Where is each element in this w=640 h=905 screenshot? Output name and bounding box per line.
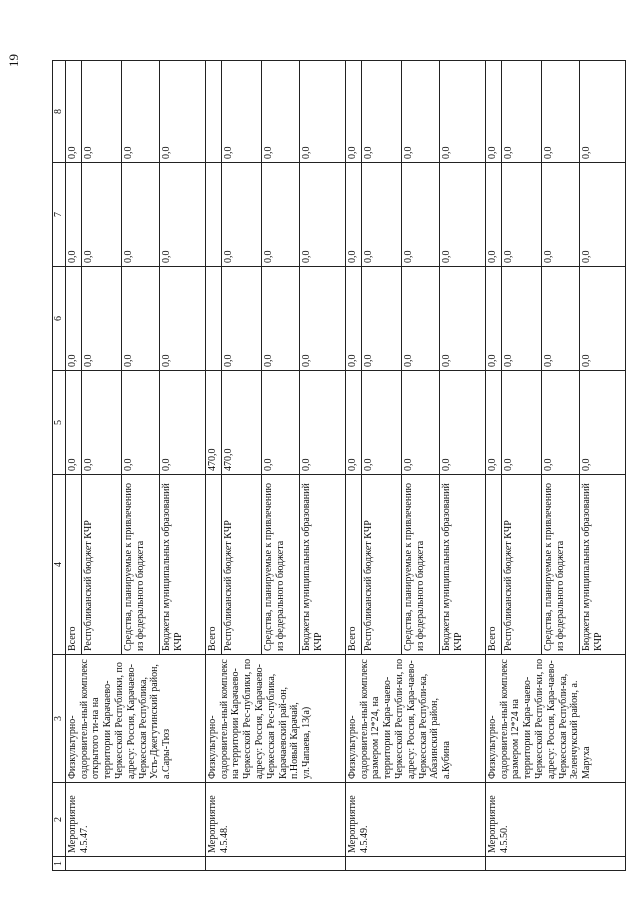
- funding-source: Всего: [485, 475, 501, 655]
- value-cell: 0,0: [159, 61, 205, 163]
- value-cell: 0,0: [361, 371, 401, 475]
- value-cell: 0,0: [401, 61, 439, 163]
- funding-source: Бюджеты муниципальных образований КЧР: [159, 475, 205, 655]
- funding-source: Республиканский бюджет КЧР: [501, 475, 541, 655]
- value-cell: 0,0: [65, 371, 81, 475]
- budget-table: [52, 60, 626, 871]
- value-cell: 0,0: [121, 267, 159, 371]
- funding-source: Республиканский бюджет КЧР: [81, 475, 121, 655]
- header-cell: 6: [53, 267, 66, 371]
- value-cell: 0,0: [439, 61, 485, 163]
- value-cell: 0,0: [485, 267, 501, 371]
- event-name: Мероприятие 4.5.48.: [205, 783, 345, 857]
- event-description: Физкультурно-оздоровитель-ный комплекс размером 12*24, на территории Кара-чаево-Черкесской Республи-ки, по адресу: Россия, Кара-чаево-Черкесская Республи-ка, Абазинский район, а.Кубина: [345, 655, 485, 783]
- value-cell: 0,0: [299, 163, 345, 267]
- value-cell: 0,0: [485, 61, 501, 163]
- funding-source: Средства, планируемые к привлечению из федерального бюджета: [401, 475, 439, 655]
- value-cell: 0,0: [261, 371, 299, 475]
- value-cell: 0,0: [159, 371, 205, 475]
- index-cell: [345, 857, 485, 871]
- funding-source: Средства, планируемые к привлечению из федерального бюджета: [541, 475, 579, 655]
- value-cell: 0,0: [401, 163, 439, 267]
- value-cell: 0,0: [81, 267, 121, 371]
- funding-source: Средства, планируемые к привлечению из федерального бюджета: [261, 475, 299, 655]
- value-cell: 0,0: [501, 61, 541, 163]
- value-cell: 0,0: [439, 267, 485, 371]
- value-cell: 0,0: [501, 371, 541, 475]
- funding-source: Всего: [65, 475, 81, 655]
- value-cell: 0,0: [345, 371, 361, 475]
- value-cell: 0,0: [361, 163, 401, 267]
- value-cell: 0,0: [81, 163, 121, 267]
- index-cell: [205, 857, 345, 871]
- funding-source: Бюджеты муниципальных образований КЧР: [579, 475, 625, 655]
- index-cell: [65, 857, 205, 871]
- value-cell: 0,0: [541, 267, 579, 371]
- event-description: Физкультурно-оздоровитель-ный комплекс на территории Карачаево-Черкесской Рес-публики, по адресу: Россия, Карачаево-Черкесская Рес-публика, Карачаевский рай-он, п.Новый Карачай, ул.Чапаева, 13(а): [205, 655, 345, 783]
- value-cell: 0,0: [261, 163, 299, 267]
- value-cell: 0,0: [261, 61, 299, 163]
- value-cell: 0,0: [81, 61, 121, 163]
- table-row: [485, 61, 501, 871]
- event-name: Мероприятие 4.5.47.: [65, 783, 205, 857]
- event-name: Мероприятие 4.5.50.: [485, 783, 625, 857]
- value-cell: 0,0: [121, 163, 159, 267]
- value-cell: 0,0: [65, 61, 81, 163]
- funding-source: Республиканский бюджет КЧР: [361, 475, 401, 655]
- value-cell: 0,0: [541, 163, 579, 267]
- header-row: [53, 61, 66, 871]
- value-cell: [205, 267, 221, 371]
- header-cell: 1: [53, 857, 66, 871]
- event-description: Физкультурно-оздоровитель-ный комплекс открытого ти-на на территории Карачаево-Черкесской Республики, по адресу: Россия, Карачаево-Черкесская Республика, Усть-Джегутинский район, а.Сары-Тюз: [65, 655, 205, 783]
- header-cell: 3: [53, 655, 66, 783]
- value-cell: 470,0: [205, 371, 221, 475]
- value-cell: 0,0: [121, 371, 159, 475]
- value-cell: 0,0: [541, 371, 579, 475]
- value-cell: 470,0: [221, 371, 261, 475]
- header-cell: 8: [53, 61, 66, 163]
- header-cell: 2: [53, 783, 66, 857]
- funding-source: Всего: [345, 475, 361, 655]
- value-cell: 0,0: [345, 61, 361, 163]
- value-cell: 0,0: [541, 61, 579, 163]
- funding-source: Бюджеты муниципальных образований КЧР: [439, 475, 485, 655]
- value-cell: [205, 163, 221, 267]
- value-cell: 0,0: [65, 267, 81, 371]
- funding-source: Бюджеты муниципальных образований КЧР: [299, 475, 345, 655]
- value-cell: 0,0: [439, 163, 485, 267]
- value-cell: 0,0: [579, 61, 625, 163]
- event-name: Мероприятие 4.5.49.: [345, 783, 485, 857]
- value-cell: 0,0: [299, 267, 345, 371]
- value-cell: 0,0: [579, 267, 625, 371]
- index-cell: [485, 857, 625, 871]
- value-cell: 0,0: [81, 371, 121, 475]
- value-cell: 0,0: [485, 371, 501, 475]
- value-cell: 0,0: [299, 371, 345, 475]
- header-cell: 5: [53, 371, 66, 475]
- funding-source: Средства, планируемые к привлечению из федерального бюджета: [121, 475, 159, 655]
- page-number: 19: [6, 54, 21, 67]
- value-cell: 0,0: [159, 163, 205, 267]
- value-cell: 0,0: [345, 267, 361, 371]
- value-cell: 0,0: [221, 163, 261, 267]
- value-cell: 0,0: [501, 163, 541, 267]
- value-cell: 0,0: [401, 371, 439, 475]
- value-cell: 0,0: [501, 267, 541, 371]
- table-row: [345, 61, 361, 871]
- value-cell: 0,0: [299, 61, 345, 163]
- value-cell: 0,0: [401, 267, 439, 371]
- funding-source: Всего: [205, 475, 221, 655]
- event-description: Физкультурно-оздоровитель-ный комплекс размером 12*24 на территории Кара-чаево-Черкесской Республи-ки, по адресу: Россия, Кара-чаево-Черкесская Республи-ка, Зеленчукский район, а. Маруха: [485, 655, 625, 783]
- value-cell: 0,0: [221, 61, 261, 163]
- value-cell: 0,0: [159, 267, 205, 371]
- funding-source: Республиканский бюджет КЧР: [221, 475, 261, 655]
- value-cell: 0,0: [121, 61, 159, 163]
- value-cell: 0,0: [345, 163, 361, 267]
- value-cell: 0,0: [439, 371, 485, 475]
- value-cell: 0,0: [579, 371, 625, 475]
- value-cell: 0,0: [65, 163, 81, 267]
- table-row: [205, 61, 221, 871]
- value-cell: 0,0: [261, 267, 299, 371]
- value-cell: 0,0: [361, 61, 401, 163]
- value-cell: 0,0: [221, 267, 261, 371]
- value-cell: 0,0: [485, 163, 501, 267]
- value-cell: [205, 61, 221, 163]
- table-row: [65, 61, 81, 871]
- header-cell: 4: [53, 475, 66, 655]
- header-cell: 7: [53, 163, 66, 267]
- value-cell: 0,0: [579, 163, 625, 267]
- value-cell: 0,0: [361, 267, 401, 371]
